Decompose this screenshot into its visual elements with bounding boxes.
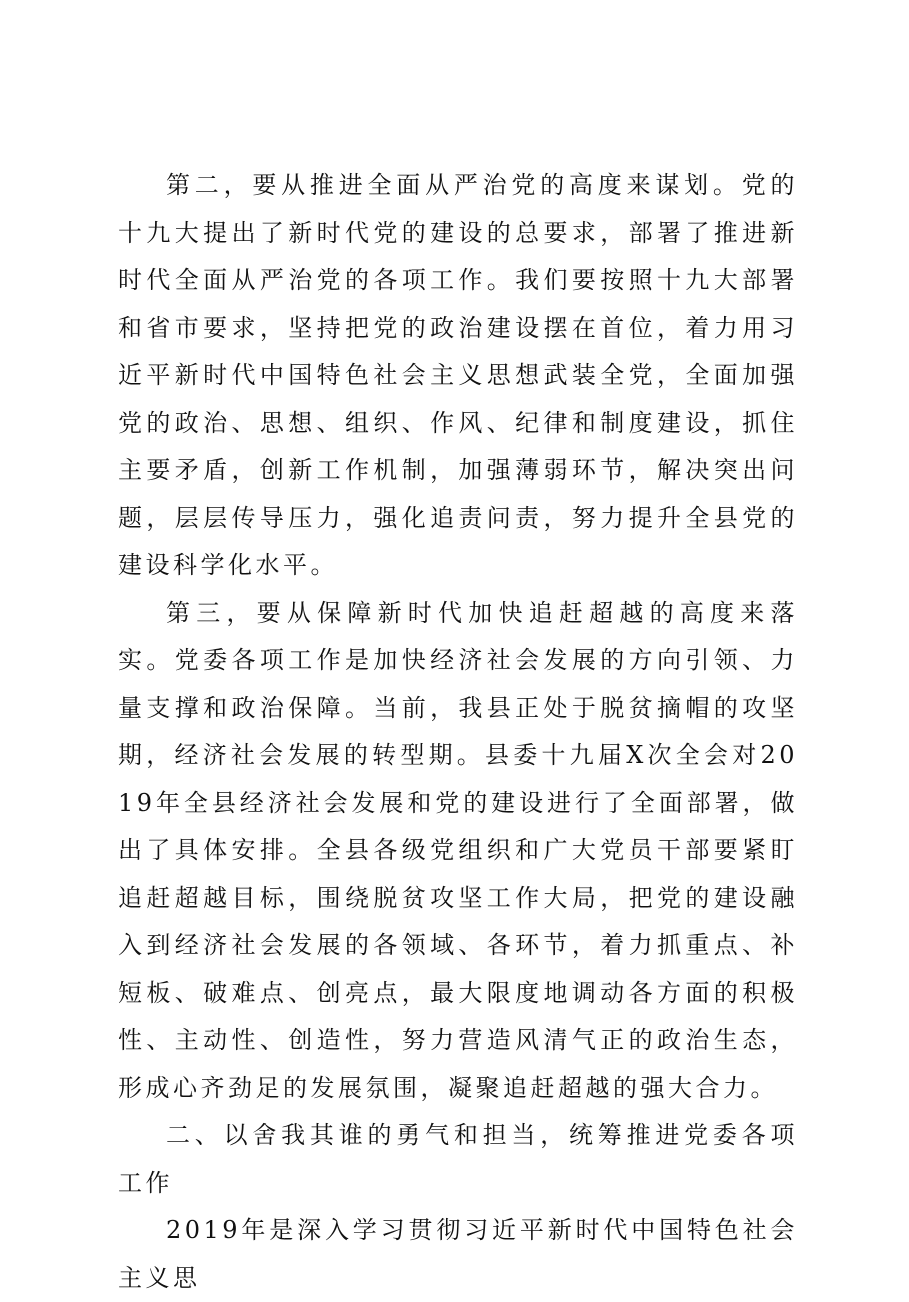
paragraph-third-point: 第三，要从保障新时代加快追赶超越的高度来落实。党委各项工作是加快经济社会发展的方向引领、力量支撑和政治保障。当前，我县正处于脱贫摘帽的攻坚期，经济社会发展的转型期。县委十九届X次全会对2019年全县经济社会发展和党的建设进行了全面部署，做出了具体安排。全县各级党组织和广大党员干部要紧盯追赶超越目标，围绕脱贫攻坚工作大局，把党的建设融入到经济社会发展的各领域、各环节，着力抓重点、补短板、破难点、创亮点，最大限度地调动各方面的积极性、主动性、创造性，努力营造风清气正的政治生态，形成心齐劲足的发展氛围，凝聚追赶超越的强大合力。 [118, 598, 798, 1102]
document-body [118, 162, 798, 1302]
section-heading-two: 二、以舍我其谁的勇气和担当，统筹推进党委各项工作 [118, 1121, 798, 1197]
paragraph-second-point: 第二，要从推进全面从严治党的高度来谋划。党的十九大提出了新时代党的建设的总要求，部署了推进新时代全面从严治党的各项工作。我们要按照十九大部署和省市要求，坚持把党的政治建设摆在首位，着力用习近平新时代中国特色社会主义思想武装全党，全面加强党的政治、思想、组织、作风、纪律和制度建设，抓住主要矛盾，创新工作机制，加强薄弱环节，解决突出问题，层层传导压力，强化追责问责，努力提升全县党的建设科学化水平。 [118, 171, 798, 579]
paragraph-2019-intro: 2019年是深入学习贯彻习近平新时代中国特色社会主义思 [118, 1216, 798, 1292]
